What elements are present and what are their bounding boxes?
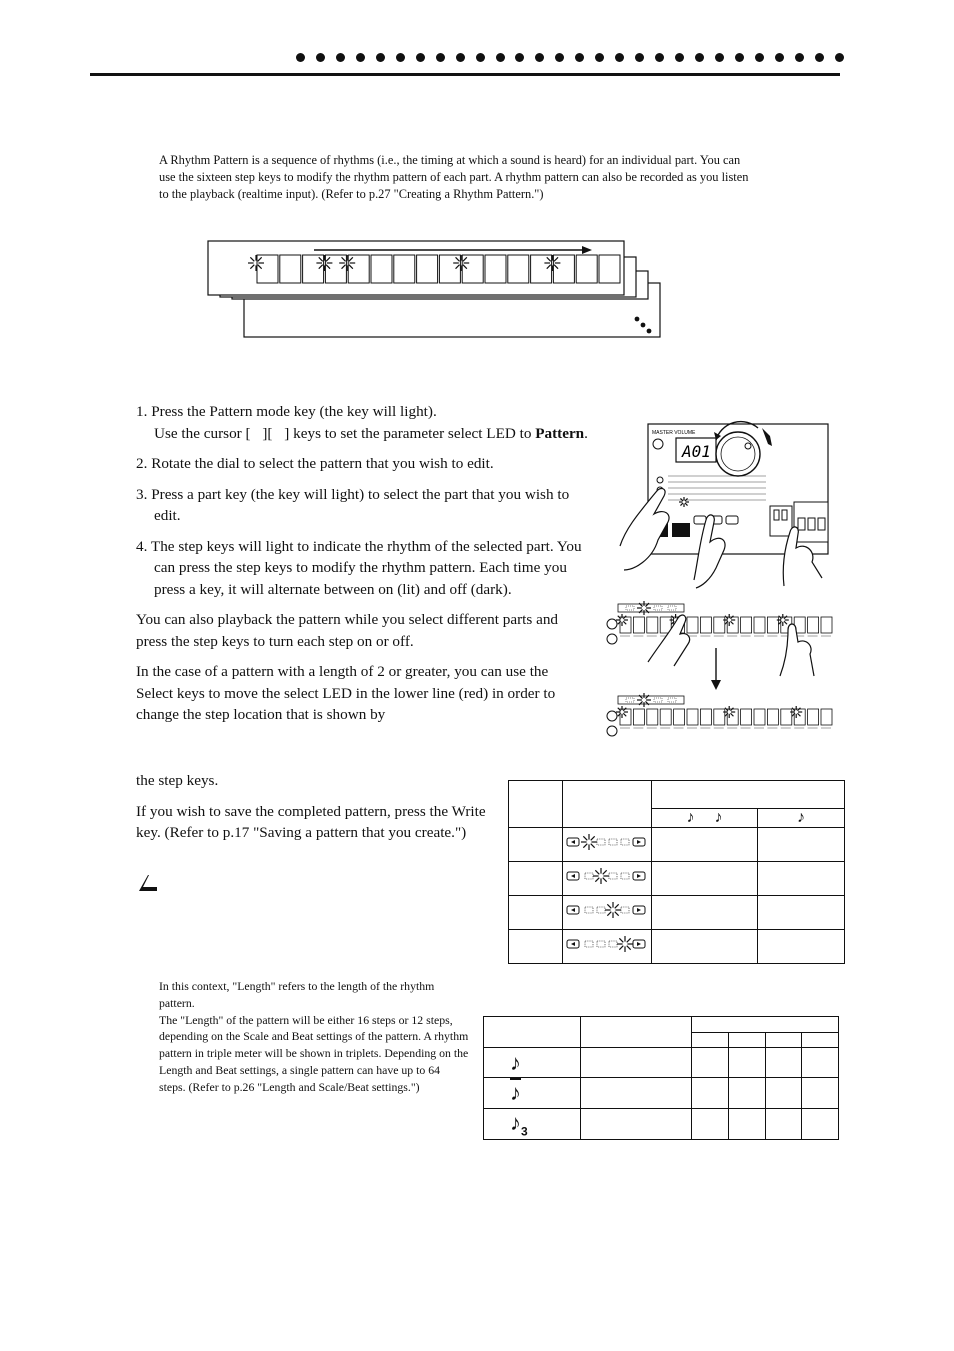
- step-key: [633, 617, 644, 633]
- table-head-led: [563, 781, 652, 828]
- header-dot: [615, 53, 624, 62]
- note-header-b: ♪: [758, 809, 845, 828]
- table-row-2-led: [563, 862, 652, 896]
- step-2-text: Rotate the dial to select the pattern that you wish to edit.: [151, 455, 494, 472]
- step-3-text: Press a part key (the key will light) to select the part that you wish to edit.: [151, 485, 570, 524]
- step-box: [485, 255, 506, 283]
- pointing-hand-icon: [620, 489, 669, 570]
- header-dot: [535, 53, 544, 62]
- panel-label: MASTER VOLUME: [652, 430, 696, 436]
- step-2: [136, 453, 588, 475]
- step-box: [508, 255, 529, 283]
- select-led-row: [563, 934, 649, 954]
- step-key: [821, 617, 832, 633]
- table-row-4-a: [509, 930, 563, 964]
- select-led-icon: [617, 936, 633, 952]
- step-box: [576, 255, 597, 283]
- step-keys-illustration: [600, 596, 840, 746]
- header-dot: [416, 53, 425, 62]
- step-key: [741, 709, 752, 725]
- step-box: [394, 255, 415, 283]
- header-dot: [575, 53, 584, 62]
- header-dot: [356, 53, 365, 62]
- step-key: [754, 709, 765, 725]
- step-key: [714, 617, 725, 633]
- header-dot: [396, 53, 405, 62]
- step-1-sub-post: ] keys to set the parameter select LED to: [284, 424, 532, 442]
- step-3-number: 3.: [136, 485, 148, 503]
- header-dot: [515, 53, 524, 62]
- table-row-4-led: [563, 930, 652, 964]
- step-key: [660, 709, 671, 725]
- table-row-3-a: [509, 896, 563, 930]
- header-dot: [655, 53, 664, 62]
- length-paragraph-start: In the case of a pattern with a length of 2 or greater, you can use the Select keys to move the select LED in the lower line (red) in order to change the step location that is shown by: [136, 663, 556, 723]
- header-dot: [376, 53, 385, 62]
- header-dot: [296, 53, 305, 62]
- step-1-number: 1.: [136, 403, 148, 420]
- note-sixteenth: ♪: [484, 1078, 581, 1109]
- header-dot: [555, 53, 564, 62]
- step-1-sub-pre: Use the cursor [: [154, 424, 251, 442]
- table-row-2-a: [509, 862, 563, 896]
- header-dot: [635, 53, 644, 62]
- header-dot: [476, 53, 485, 62]
- table-head-length: [509, 781, 563, 828]
- select-led-row: [563, 832, 649, 852]
- header-dot: [456, 53, 465, 62]
- table-row-3-led: [563, 896, 652, 930]
- beat-head-a: [484, 1017, 581, 1048]
- step-key: [700, 709, 711, 725]
- step-1-sub-mid: ][: [262, 424, 273, 442]
- header-dot: [595, 53, 604, 62]
- step-key: [687, 709, 698, 725]
- header-dot: [675, 53, 684, 62]
- step-4-number: 4.: [136, 537, 148, 555]
- header-dot-row: [296, 53, 844, 67]
- note-line-2: The "Length" of the pattern will be either 16 steps or 12 steps, depending on the Scale and Beat settings of the pattern. A rhythm pattern in triple meter will be shown in triplets. Depending on the Length and Beat settings, a single pattern can have up to 64 steps. (Refer to p.26 "Length and Scale/Beat settings."): [159, 1012, 469, 1094]
- down-arrow: [711, 648, 721, 690]
- beat-head-b: [581, 1017, 692, 1048]
- step-box: [599, 255, 620, 283]
- header-dot: [755, 53, 764, 62]
- write-paragraph: If you wish to save the completed pattern, press the Write key. (Refer to p.17 "Saving a pattern that you create."): [136, 802, 486, 841]
- step-4: [136, 536, 588, 601]
- step-key: [741, 617, 752, 633]
- step-key: [781, 709, 792, 725]
- step-key: [674, 709, 685, 725]
- select-led-icon: [605, 902, 621, 918]
- step-box: [417, 255, 438, 283]
- step-3: [136, 484, 588, 527]
- header-dot: [795, 53, 804, 62]
- step-key: [808, 709, 819, 725]
- select-led-table: [508, 780, 845, 964]
- playback-paragraph: You can also playback the pattern while you select different parts and press the step keys to turn each step on or off.: [136, 611, 559, 650]
- step-2-number: 2.: [136, 455, 148, 472]
- step-1-bold-pattern: Pattern: [535, 424, 585, 442]
- select-led-icon: [581, 834, 597, 850]
- step-1-text: Press the Pattern mode key (the key will light).: [151, 403, 437, 420]
- step-key: [767, 617, 778, 633]
- step-box: [280, 255, 301, 283]
- select-led-row: [563, 900, 649, 920]
- step-key: [647, 709, 658, 725]
- step-key: [754, 617, 765, 633]
- step-key: [808, 617, 819, 633]
- length-paragraph-end: the step keys.: [136, 772, 219, 789]
- step-key: [700, 617, 711, 633]
- header-dot: [695, 53, 704, 62]
- table-head-steps: [652, 781, 845, 809]
- header-dot: [775, 53, 784, 62]
- note-eighth: ♪: [484, 1047, 581, 1078]
- beat-head-c: [692, 1017, 839, 1033]
- header-dot: [815, 53, 824, 62]
- narrow-column: [136, 770, 492, 853]
- step-key: [821, 709, 832, 725]
- warning-icon: [137, 873, 159, 893]
- header-dot: [316, 53, 325, 62]
- step-key: [633, 709, 644, 725]
- table-row-1-led: [563, 828, 652, 862]
- header-dot: [436, 53, 445, 62]
- rhythm-pattern-diagram: [200, 236, 670, 346]
- select-led-icon: [593, 868, 609, 884]
- device-panel-illustration: [598, 410, 838, 590]
- scale-beat-table: [483, 1016, 839, 1140]
- length-note: [159, 978, 469, 1096]
- display-value: A01: [682, 442, 711, 461]
- note-header-a: ♪ ♪: [652, 809, 758, 828]
- header-dot: [336, 53, 345, 62]
- header-dot: [496, 53, 505, 62]
- intro-paragraph: A Rhythm Pattern is a sequence of rhythms (i.e., the timing at which a sound is heard) for an individual part. You can use the sixteen step keys to modify the rhythm pattern of each part. A rhythm pattern can also be recorded as you listen to the playback (realtime input). (Refer to p.27 "Creating a Rhythm Pattern."): [159, 153, 749, 201]
- step-box: [371, 255, 392, 283]
- step-1-sub-end: .: [584, 424, 588, 442]
- note-line-1: In this context, "Length" refers to the length of the rhythm pattern.: [159, 979, 435, 1010]
- step-4-text: The step keys will light to indicate the rhythm of the selected part. You can press the step keys to modify the rhythm pattern. Each time you press a key, it will alternate between on (lit) and off (dark).: [150, 537, 582, 598]
- header-dot: [835, 53, 844, 62]
- step-1: [136, 401, 588, 444]
- cursor-up-key: [657, 477, 663, 483]
- header-rule: [90, 73, 840, 76]
- step-key: [687, 617, 698, 633]
- select-led-row: [563, 866, 649, 886]
- step-key: [767, 709, 778, 725]
- procedure: [136, 401, 588, 726]
- note-triplet: $♪_3$: [484, 1109, 581, 1140]
- header-dot: [735, 53, 744, 62]
- step-key: [714, 709, 725, 725]
- table-row-1-a: [509, 828, 563, 862]
- header-dot: [715, 53, 724, 62]
- step-key: [647, 617, 658, 633]
